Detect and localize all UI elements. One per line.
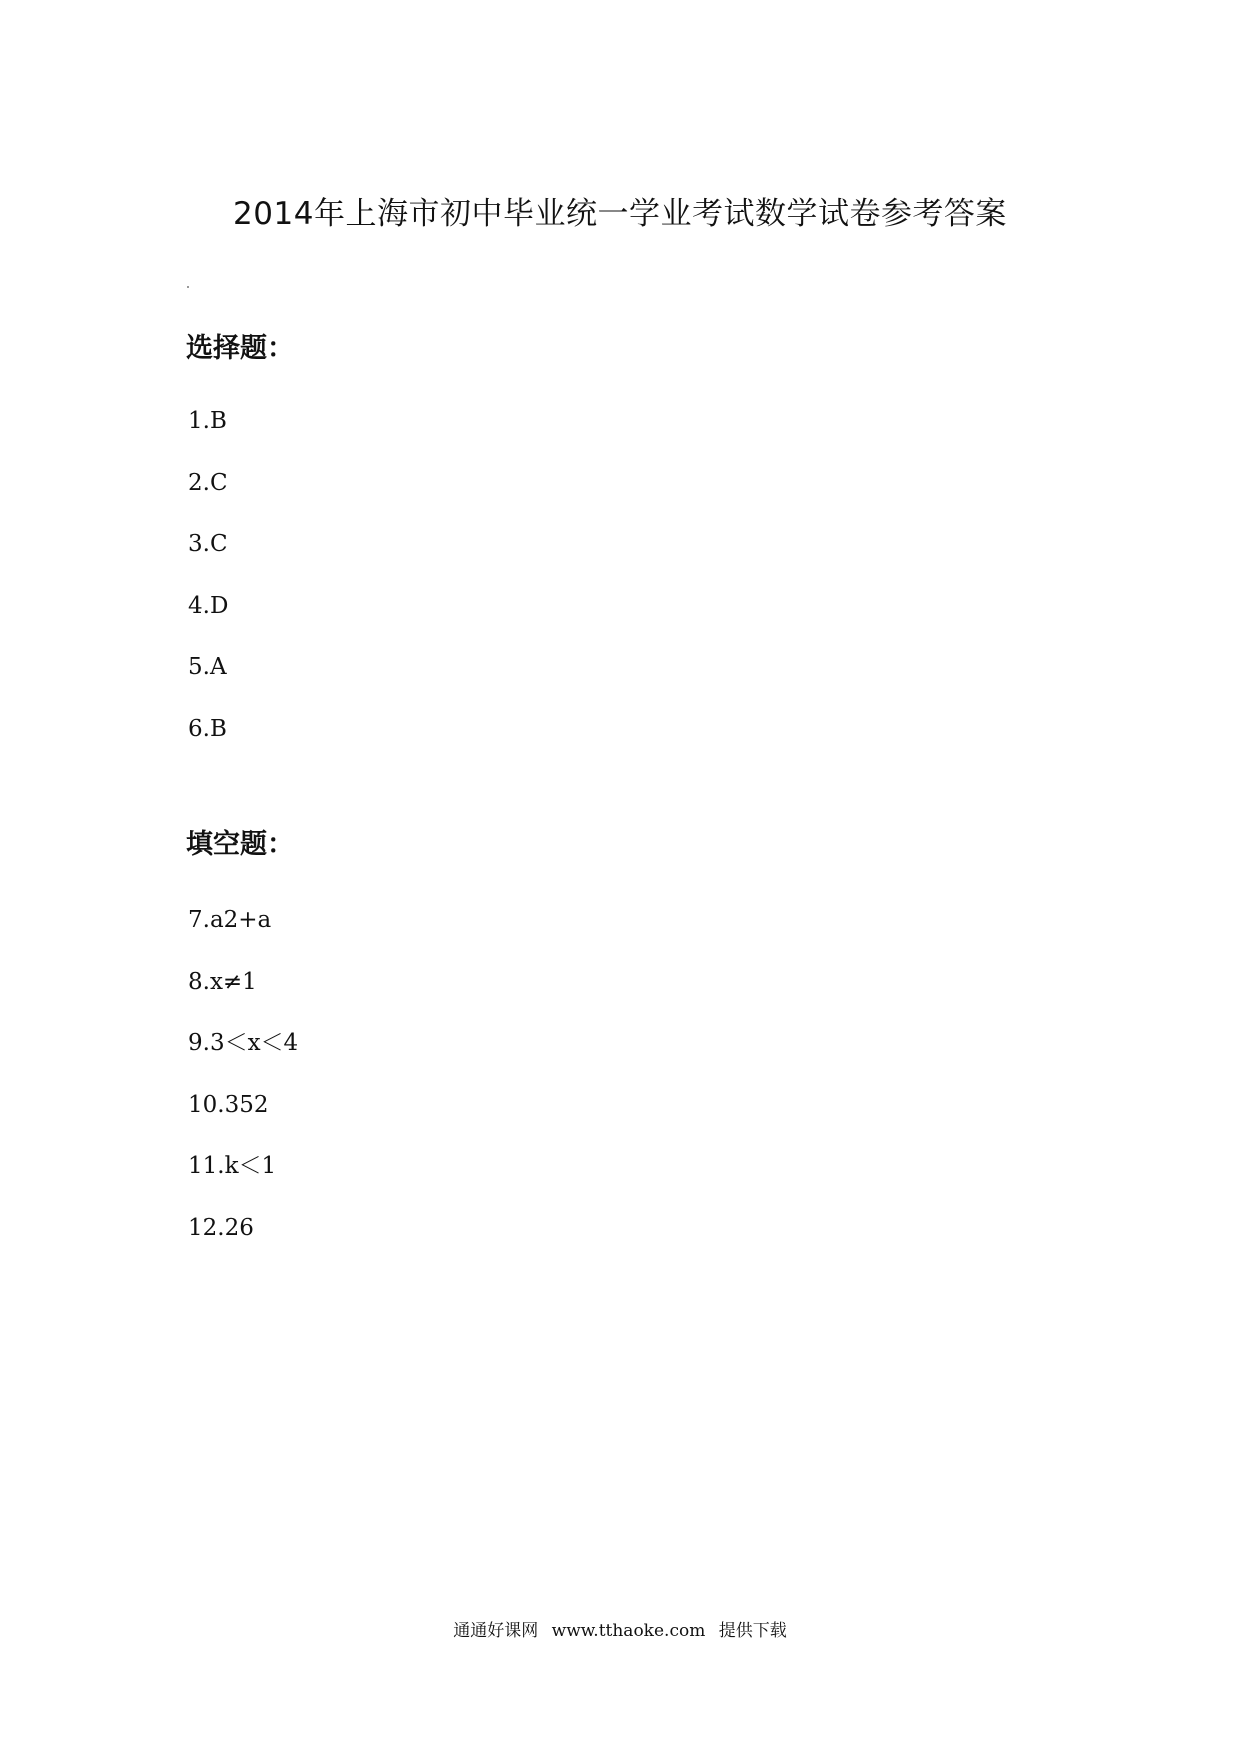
answer-item: 11.k＜1	[188, 1153, 277, 1179]
document-title: 2014年上海市初中毕业统一学业考试数学试卷参考答案	[233, 196, 1007, 232]
answer-item: 4.D	[188, 592, 229, 619]
answer-item: 6.B	[188, 715, 227, 742]
answer-list-fill-in-blank	[188, 903, 298, 1272]
page-footer	[0, 1616, 1240, 1641]
footer-url[interactable]: www.tthaoke.com	[551, 1621, 706, 1641]
answer-item: 1.B	[188, 408, 227, 434]
footer-action: 提供下载	[718, 1621, 787, 1641]
answer-list-multiple-choice	[188, 404, 228, 773]
answer-item: 12.26	[188, 1214, 254, 1241]
section-heading-multiple-choice: 选择题：	[186, 333, 294, 364]
answer-item: 8.x≠1	[188, 968, 257, 995]
answer-item: 3.C	[188, 531, 228, 557]
answer-item: 9.3＜x＜4	[188, 1030, 299, 1056]
answer-item: 7.a2+a	[188, 907, 272, 933]
answer-item: 2.C	[188, 469, 228, 496]
scan-dot	[187, 286, 189, 288]
answer-item: 5.A	[188, 654, 227, 680]
answer-item: 10.352	[188, 1091, 269, 1118]
section-heading-fill-in-blank: 填空题：	[186, 829, 294, 860]
footer-site-name: 通通好课网	[453, 1621, 539, 1641]
